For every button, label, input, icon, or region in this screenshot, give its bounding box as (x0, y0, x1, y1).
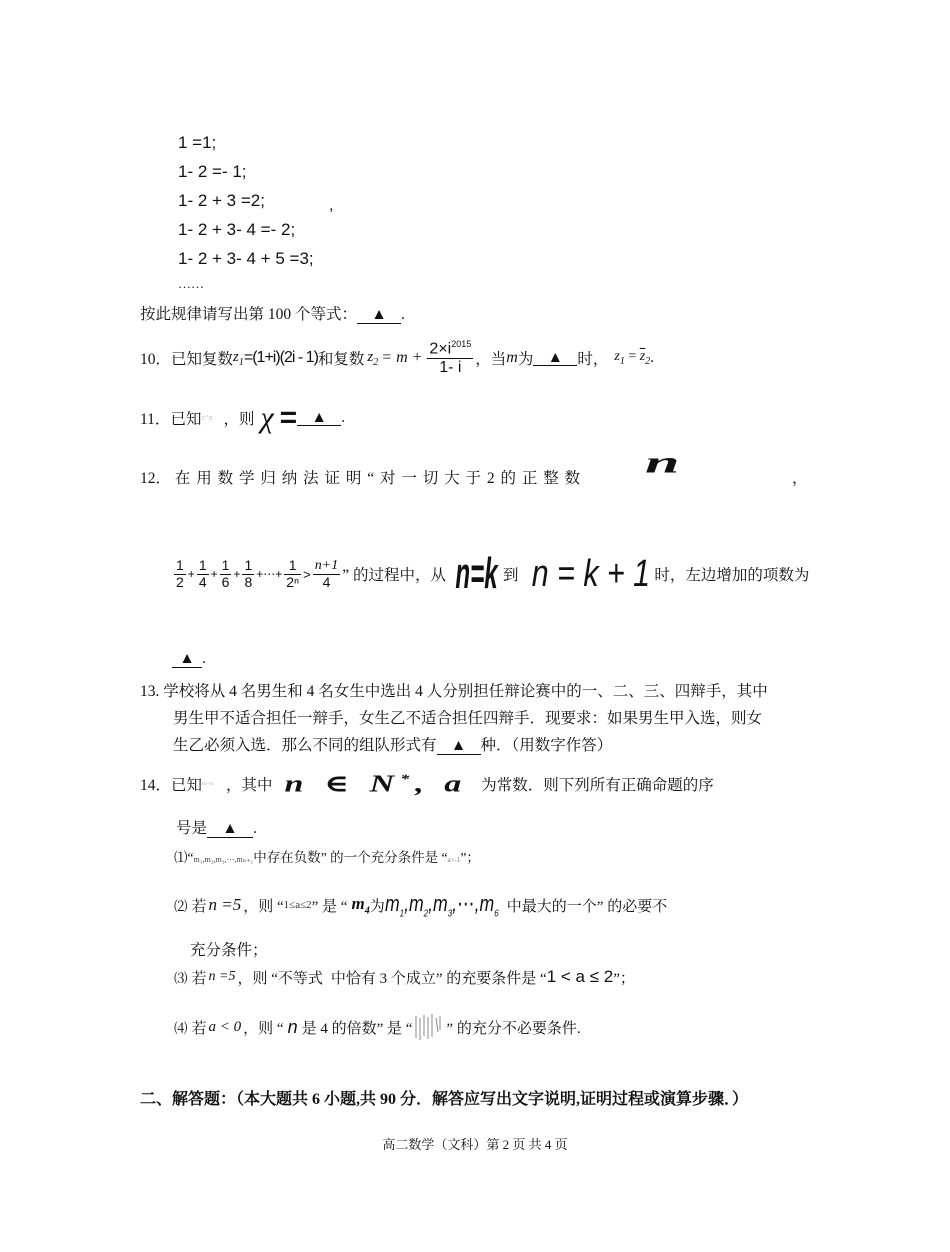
q14-item-1-cond: a<-1 (447, 856, 461, 864)
q10-m: m (506, 349, 518, 366)
q9-text: 按此规律请写出第 100 个等式： (140, 306, 358, 323)
q14-item-4-number: ⑷ (174, 1021, 188, 1036)
q11-answer-blank: ▲ (297, 410, 341, 427)
q12-line-1 (140, 466, 580, 488)
q12-text-1: 在 用 数 学 归 纳 法 证 明 “ 对 一 切 大 于 2 的 正 整 数 (174, 470, 581, 487)
q10-line (140, 336, 654, 380)
q12-frac-rhs: $\frac{n+1}{4}$ (314, 558, 339, 590)
q14-item-2-n: n =5 (208, 895, 242, 914)
q12-number: 12． (140, 470, 172, 487)
q10-condition: $z_1 = \overline{z}_2$ (614, 349, 651, 367)
q10-frac-den: 1- i (439, 358, 462, 376)
q10-number: 10． (140, 351, 172, 368)
q14-item-4-n: n (287, 1016, 298, 1037)
q11-line (140, 398, 345, 438)
section-2-title: 二、解答题：（本大题共 6 小题,共 90 分．解答应写出文字说明,证明过程或演算步骤．） (140, 1091, 749, 1108)
q10-end: . (650, 349, 655, 366)
q12-text-2: ” 的过程中，从 (342, 567, 446, 584)
q14-line-1 (140, 766, 714, 802)
q10-frac-num: 2×i (429, 340, 452, 358)
pattern-ellipsis: …… (178, 276, 204, 291)
pattern-line-4: 1- 2 + 3- 4 =- 2; (178, 220, 296, 239)
q12-comma: ， (792, 470, 808, 487)
q12-line-2: $\frac{1}{2}$ + $\frac{1}{4}$ + $\frac{1}{6}$ + $\frac{1}{8}$ +⋯+ $\frac{1}{\text{2ⁿ}}$ > $\frac{n+1}{4}$ ” 的过程中，从 n=k 到 n = k + 1 时，左边增加的项数为 (176, 549, 810, 598)
q10-text-1: 已知复数 (171, 351, 234, 368)
q12-line-3 (172, 650, 206, 668)
q14-text-1: 已知 (171, 777, 203, 794)
q14-item-2-number: ⑵ (174, 899, 188, 914)
q14-item-2-cont: 充分条件； (190, 942, 268, 959)
q10-text-3: ，当 (475, 351, 507, 368)
q12-end: . (202, 650, 206, 667)
q14-item-1: ⑴“m₁,m₂,m₃,⋯,mₙ₊₁中存在负数” 的一个充分条件是 “a<-1”； (174, 850, 480, 865)
q14-answer-blank: ▲ (207, 821, 253, 838)
q14-item-3: ⑶ 若 n =5 ，则 “不等式 中恰有 3 个成立” 的充要条件是 “ 1 < a ≤ 2 ”； (174, 967, 635, 987)
pattern-block (178, 128, 314, 295)
q14-set-expression: n ∈ N*, a (284, 771, 468, 798)
q10-answer-blank: ▲ (533, 350, 577, 367)
q9-answer-blank: ▲ (357, 307, 401, 324)
q12-frac-last: $\frac{1}{\text{2ⁿ}}$ (286, 557, 300, 590)
q14-text-3: 为常数．则下列所有正确命题的序 (481, 777, 714, 794)
q14-line-2 (176, 816, 257, 838)
q11-chi: χ (260, 401, 274, 434)
q10-z1: $z_1$ (233, 348, 244, 368)
q14-number: 14． (140, 777, 172, 794)
q12-text-3: 到 (503, 567, 519, 584)
q13-number: 13. (140, 683, 160, 700)
pattern-line-2: 1- 2 =- 1; (178, 162, 247, 181)
q10-text-4: 为 (517, 351, 534, 368)
q14-faded-formula: m=a (202, 781, 213, 787)
q14-end: . (253, 820, 257, 837)
q13-line-2: 男生甲不适合担任一辩手，女生乙不适合担任四辩手．现要求：如果男生甲入选，则女 (173, 710, 763, 727)
q11-text-2: ，则 (223, 411, 255, 428)
page-footer: 高二数学（文科）第 2 页 共 4 页 (382, 1137, 568, 1152)
q13-block (140, 678, 768, 759)
q14-item-3-n: n =5 (208, 969, 236, 984)
q10-equals-m: = m + (381, 349, 423, 366)
q13-answer-blank: ▲ (437, 738, 481, 755)
q12-frac-2: $\frac{1}{4}$ (198, 557, 207, 590)
q14-text-2: ，其中 (226, 777, 273, 794)
q12-gt: > (303, 566, 311, 582)
q10-frac-sup: 2015 (451, 338, 472, 349)
q13-line-3b: 种．（用数字作答） (480, 737, 613, 754)
q11-equals: = (279, 401, 298, 434)
q13-line-1: 学校将从 4 名男生和 4 名女生中选出 4 人分别担任辩论赛中的一、二、三、四辩手，其中 (163, 683, 768, 700)
q13-line-3a: 生乙必须入选．那么不同的组队形式有 (173, 737, 437, 754)
q11-number: 11． (140, 411, 171, 428)
q14-item-1-number: ⑴ (174, 850, 188, 865)
q12-n-equals-k: n=k (455, 549, 498, 598)
q9-line (140, 302, 405, 324)
q10-text-2: 和复数 (317, 351, 365, 368)
q10-z1-expression: =(1+i)(2i - 1) (243, 349, 318, 366)
q11-faded-formula: c^x (201, 413, 213, 422)
q10-fraction (427, 340, 473, 377)
q12-frac-4: $\frac{1}{8}$ (244, 557, 253, 590)
q14-item-2-cond: 1≤a≤2 (283, 899, 312, 911)
q14-item-4-cond: a < 0 (208, 1018, 242, 1035)
q12-frac-1: $\frac{1}{2}$ (176, 557, 184, 590)
q10-text-5: 时， (577, 351, 609, 368)
q14-item-2-m4: $m_4$ (351, 893, 370, 917)
q11-end: . (341, 409, 346, 426)
q9-end: . (401, 306, 405, 323)
q12-n-equals-k-plus-1: n = k + 1 (531, 552, 650, 595)
q14-item-1-seq: m₁,m₂,m₃,⋯,mₙ₊₁ (193, 855, 254, 864)
q12-dots: +⋯+ (256, 567, 283, 581)
q14-item-3-cond: 1 < a ≤ 2 (546, 967, 614, 986)
q12-frac-3: $\frac{1}{6}$ (221, 557, 230, 590)
q14-item-4: ⑷ 若 a < 0 ，则 “ n 是 4 的倍数” 是 “ ” 的充分不必要条件. (174, 1010, 581, 1044)
q11-text-1: 已知 (170, 411, 202, 428)
pattern-line-5: 1- 2 + 3- 4 + 5 =3; (178, 249, 314, 268)
q14-item-3-number: ⑶ (174, 971, 188, 986)
pattern-comma: , (329, 197, 334, 214)
q14-item-2-seq: $m_1,m_2,m_3,\cdots,m_6$ (384, 890, 499, 920)
pattern-line-3: 1- 2 + 3 =2; (178, 191, 265, 210)
pattern-line-1: 1 =1; (178, 133, 217, 152)
q12-answer-blank: ▲ (172, 651, 202, 668)
q14-item-4-faded-formula (412, 1012, 446, 1042)
q10-z2: $z_2$ (367, 348, 379, 368)
q14-item-2: ⑵ 若 n =5 ，则 “ 1≤a≤2 ” 是 “ $m_4$ 为 $m_1,m_2,m_3,\cdots,m_6$ 中最大的一个” 的必要不 (174, 890, 668, 920)
q12-big-n: n (645, 445, 680, 480)
q14-text-4: 号是 (176, 820, 208, 837)
q12-text-4: 时，左边增加的项数为 (654, 567, 810, 584)
